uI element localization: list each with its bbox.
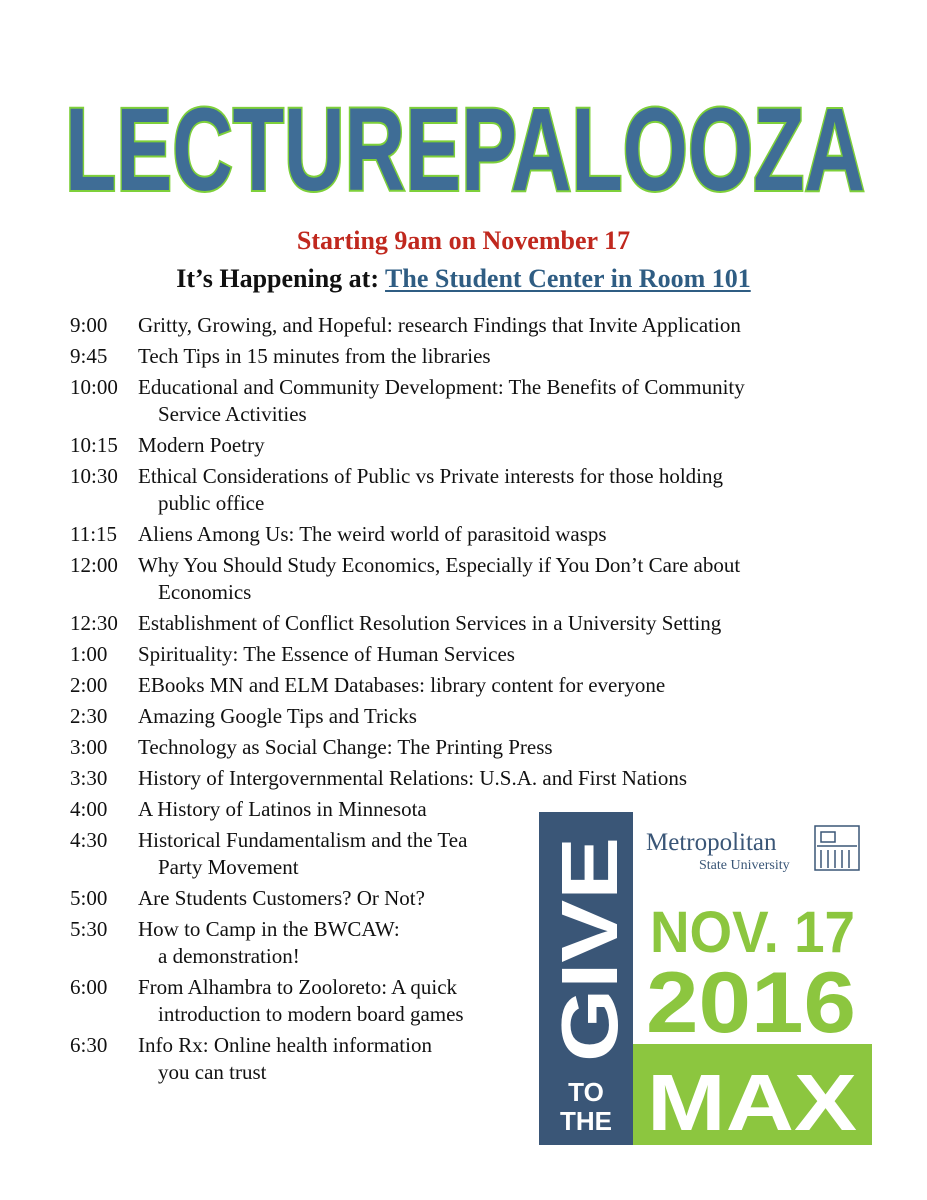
logo-max-text: MAX [647,1058,857,1145]
session-title-line: Gritty, Growing, and Hopeful: research Findings that Invite Application [138,313,741,337]
session-title-line: Tech Tips in 15 minutes from the libraries [138,344,491,368]
session-title-continuation: public office [158,491,265,515]
event-start-time: Starting 9am on November 17 [296,226,631,255]
schedule-row [70,672,870,699]
session-title-line: Spirituality: The Essence of Human Services [138,642,515,666]
logo-university-name: Metropolitan [646,829,777,856]
session-title [138,765,870,792]
session-time: 12:30 [70,611,118,635]
schedule-row [70,552,870,606]
session-title [138,734,870,761]
logo-year: 2016 [646,955,856,1051]
logo-the-text: THE [560,1106,612,1136]
session-title-line: Technology as Social Change: The Printing Press [138,735,553,759]
logo-university-sub: State University [699,858,790,873]
session-time: 6:30 [70,1033,108,1057]
schedule-row [70,610,870,637]
session-title [138,343,870,370]
session-title-continuation: Service Activities [158,402,307,426]
session-title-line: Info Rx: Online health information [138,1033,432,1057]
session-time: 4:00 [70,797,108,821]
session-time: 3:30 [70,766,108,790]
schedule-row [70,641,870,668]
session-title-line: Why You Should Study Economics, Especially if You Don’t Care about [138,553,741,577]
event-title: LECTUREPALOOZA [65,84,865,207]
session-title-line: Establishment of Conflict Resolution Services in a University Setting [138,611,722,635]
session-title [138,552,870,606]
session-title-line: Historical Fundamentalism and the Tea [138,828,468,852]
location-prefix: It’s Happening at: [176,264,386,293]
session-title-continuation: introduction to modern board games [158,1002,464,1026]
location-venue-link[interactable]: The Student Center in Room 101 [385,264,751,293]
schedule-row [70,521,870,548]
session-time: 9:00 [70,313,108,337]
session-title-continuation: Economics [158,580,252,604]
session-time: 1:00 [70,642,108,666]
session-title [138,672,870,699]
session-title [138,521,870,548]
session-time: 12:00 [70,553,118,577]
session-title-continuation: a demonstration! [158,944,300,968]
session-title [138,463,870,517]
session-time: 11:15 [70,522,118,546]
session-time: 2:00 [70,673,108,697]
give-to-the-max-logo [539,812,872,1145]
logo-give-text: GIVE [545,870,634,1062]
schedule-row [70,765,870,792]
session-title-continuation: Party Movement [158,855,299,879]
session-title-line: Aliens Among Us: The weird world of parasitoid wasps [138,522,607,546]
session-time: 3:00 [70,735,108,759]
session-title-line: Modern Poetry [138,433,265,457]
session-title-line: Are Students Customers? Or Not? [138,886,425,910]
event-title-banner [55,82,875,207]
session-time: 2:30 [70,704,108,728]
schedule-row [70,463,870,517]
session-title-line: Ethical Considerations of Public vs Private interests for those holding [138,464,723,488]
session-time: 5:00 [70,886,108,910]
logo-to-text: TO [568,1077,604,1107]
event-location [0,264,927,294]
session-title [138,703,870,730]
schedule-row [70,312,870,339]
schedule-row [70,343,870,370]
schedule-row [70,734,870,761]
session-time: 10:15 [70,433,118,457]
session-time: 6:00 [70,975,108,999]
schedule-row [70,703,870,730]
session-time: 10:00 [70,375,118,399]
session-title-line: Amazing Google Tips and Tricks [138,704,417,728]
schedule-row [70,432,870,459]
session-time: 10:30 [70,464,118,488]
session-title [138,641,870,668]
session-time: 9:45 [70,344,108,368]
session-title-line: Educational and Community Development: The Benefits of Community [138,375,745,399]
logo-date: NOV. 17 [650,900,855,965]
session-title [138,374,870,428]
session-title-line: From Alhambra to Zooloreto: A quick [138,975,458,999]
session-title-line: A History of Latinos in Minnesota [138,797,427,821]
schedule-row [70,374,870,428]
session-time: 4:30 [70,828,108,852]
session-title-line: EBooks MN and ELM Databases: library content for everyone [138,673,666,697]
session-title-continuation: you can trust [158,1060,267,1084]
session-title [138,610,870,637]
session-title-line: History of Intergovernmental Relations: U.S.A. and First Nations [138,766,688,790]
session-title [138,432,870,459]
session-time: 5:30 [70,917,108,941]
session-title [138,312,870,339]
session-title-line: How to Camp in the BWCAW: [138,917,400,941]
